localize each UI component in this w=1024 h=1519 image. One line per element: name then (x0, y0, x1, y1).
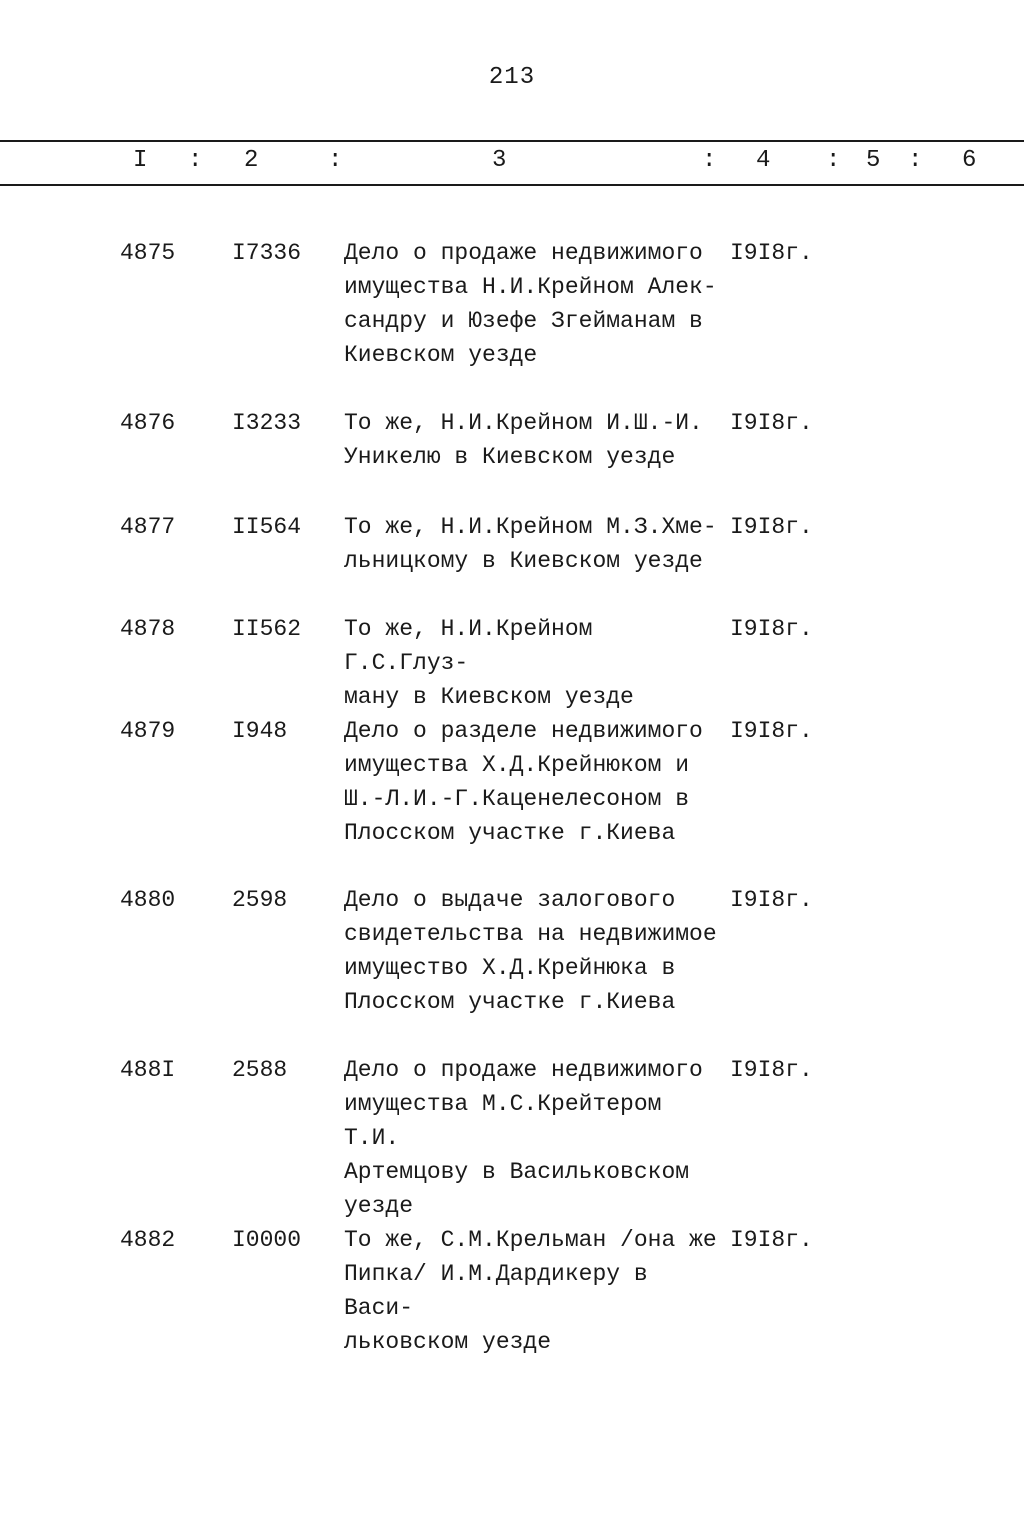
record-title: Дело о продаже недвижимого имущества М.С.Крейтером Т.И. Артемцову в Васильковском уезде (344, 1057, 703, 1219)
header-col-1: I (133, 147, 148, 174)
record-old-number: II564 (232, 514, 302, 540)
header-col-6: 6 (962, 147, 977, 174)
record-old-number: I948 (232, 718, 288, 744)
record-date: I9I8г. (730, 887, 813, 913)
record-old-number: 2598 (232, 887, 288, 913)
record-number: 4880 (120, 887, 176, 913)
header-top-rule (0, 140, 1024, 142)
header-separator-5: : (908, 147, 923, 174)
header-separator-3: : (702, 147, 717, 174)
header-separator-1: : (188, 147, 203, 174)
record-title: То же, С.М.Крельман /она же Пипка/ И.М.Дардикеру в Васи- льковском уезде (344, 1227, 717, 1355)
header-col-4: 4 (756, 147, 771, 174)
record-old-number: II562 (232, 616, 302, 642)
header-col-3: 3 (492, 147, 507, 174)
record-number: 4882 (120, 1227, 176, 1253)
record-number: 488I (120, 1057, 176, 1083)
record-date: I9I8г. (730, 410, 813, 436)
record-old-number: I3233 (232, 410, 302, 436)
record-date: I9I8г. (730, 240, 813, 266)
record-date: I9I8г. (730, 718, 813, 744)
header-bottom-rule (0, 184, 1024, 186)
record-title: То же, Н.И.Крейном Г.С.Глуз- ману в Киевском уезде (344, 616, 634, 710)
record-number: 4877 (120, 514, 176, 540)
record-title: То же, Н.И.Крейном М.З.Хме- льницкому в Киевском уезде (344, 514, 717, 574)
header-separator-2: : (328, 147, 343, 174)
record-number: 4876 (120, 410, 176, 436)
record-title: Дело о разделе недвижимого имущества Х.Д.Крейнюком и Ш.-Л.И.-Г.Каценелесоном в Плосском участке г.Киева (344, 718, 703, 846)
record-title: То же, Н.И.Крейном И.Ш.-И. Уникелю в Киевском уезде (344, 410, 703, 470)
record-number: 4879 (120, 718, 176, 744)
record-date: I9I8г. (730, 616, 813, 642)
record-old-number: 2588 (232, 1057, 288, 1083)
record-date: I9I8г. (730, 1057, 813, 1083)
record-title: Дело о выдаче залогового свидетельства на недвижимое имущество Х.Д.Крейнюка в Плосском участке г.Киева (344, 887, 717, 1015)
record-date: I9I8г. (730, 1227, 813, 1253)
record-date: I9I8г. (730, 514, 813, 540)
record-number: 4878 (120, 616, 176, 642)
header-col-5: 5 (866, 147, 881, 174)
page-number: 213 (488, 64, 536, 91)
record-old-number: I0000 (232, 1227, 302, 1253)
record-title: Дело о продаже недвижимого имущества Н.И.Крейном Алек- сандру и Юзефе Згейманам в Киевском уезде (344, 240, 717, 368)
header-separator-4: : (826, 147, 841, 174)
record-old-number: I7336 (232, 240, 302, 266)
record-number: 4875 (120, 240, 176, 266)
header-col-2: 2 (244, 147, 259, 174)
